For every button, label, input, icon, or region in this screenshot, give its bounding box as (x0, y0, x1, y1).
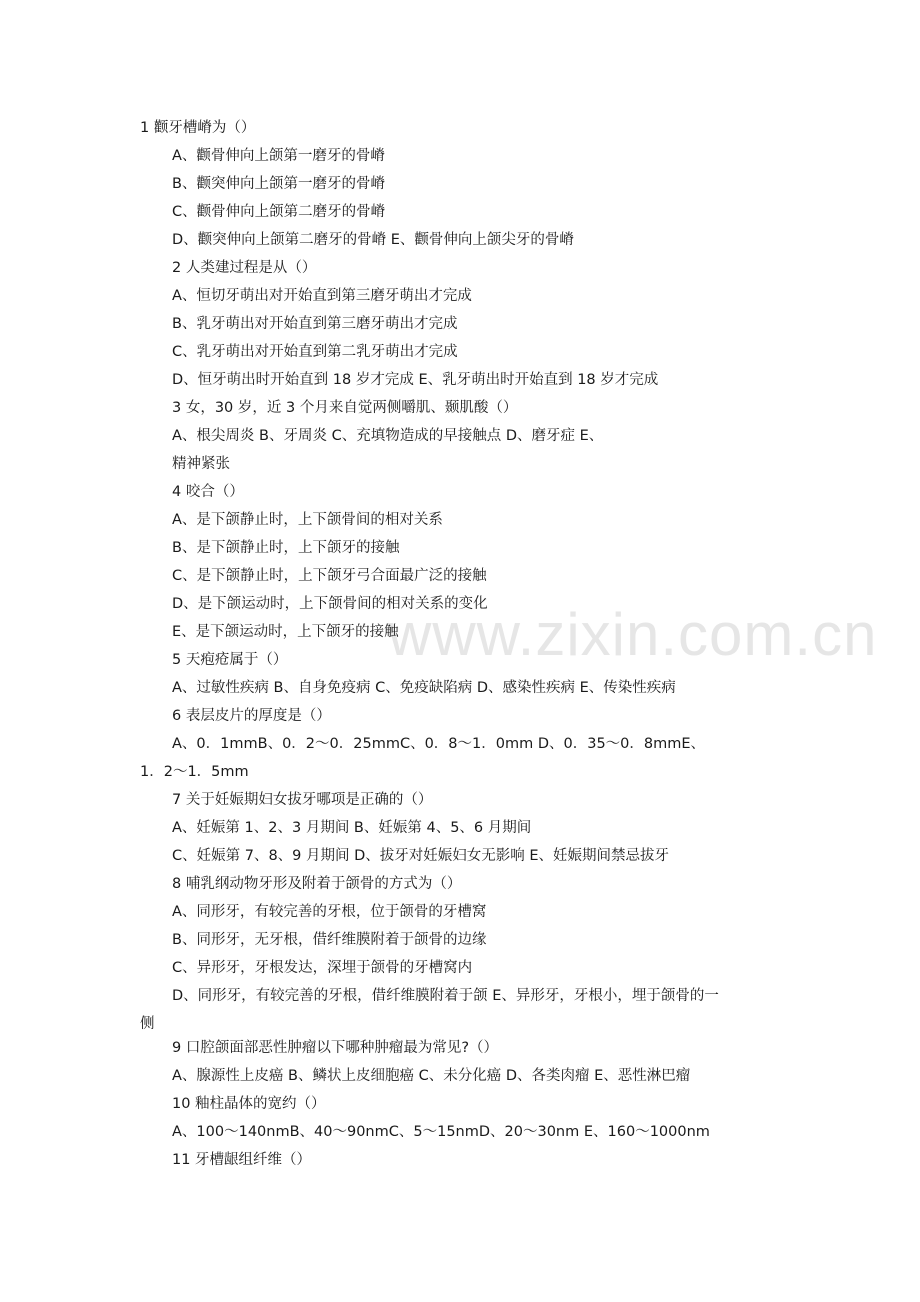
q2-option-a: A、恒切牙萌出对开始直到第三磨牙萌出才完成 (172, 288, 472, 304)
question-4: 4 咬合（） (172, 484, 244, 500)
q2-option-b: B、乳牙萌出对开始直到第三磨牙萌出才完成 (172, 316, 458, 332)
question-2: 2 人类建过程是从（） (172, 260, 317, 276)
q2-option-de: D、恒牙萌出时开始直到 18 岁才完成 E、乳牙萌出时开始直到 18 岁才完成 (172, 372, 659, 388)
question-9: 9 口腔颌面部恶性肿瘤以下哪种肿瘤最为常见?（） (172, 1040, 499, 1056)
question-6: 6 表层皮片的厚度是（） (172, 708, 331, 724)
question-11: 11 牙槽龈组纤维（） (172, 1152, 312, 1168)
q3-options: A、根尖周炎 B、牙周炎 C、充填物造成的早接触点 D、磨牙症 E、 (172, 428, 604, 444)
q5-options: A、过敏性疾病 B、自身免疫病 C、免疫缺陷病 D、感染性疾病 E、传染性疾病 (172, 680, 676, 696)
question-8: 8 哺乳纲动物牙形及附着于颌骨的方式为（） (172, 876, 462, 892)
q4-option-b: B、是下颌静止时，上下颌牙的接触 (172, 540, 400, 556)
q8-option-c: C、异形牙，牙根发达，深埋于颌骨的牙槽窝内 (172, 960, 473, 976)
question-3: 3 女，30 岁，近 3 个月来自觉两侧嚼肌、颞肌酸（） (172, 400, 518, 416)
q9-options: A、腺源性上皮癌 B、鳞状上皮细胞癌 C、未分化癌 D、各类肉瘤 E、恶性淋巴瘤 (172, 1068, 691, 1084)
q1-option-de: D、颧突伸向上颌第二磨牙的骨嵴 E、颧骨伸向上颌尖牙的骨嵴 (172, 232, 574, 248)
q1-option-a: A、颧骨伸向上颌第一磨牙的骨嵴 (172, 148, 385, 164)
q4-option-d: D、是下颌运动时，上下颌骨间的相对关系的变化 (172, 596, 488, 612)
q8-option-de: D、同形牙，有较完善的牙根，借纤维膜附着于颌 E、异形牙，牙根小，埋于颌骨的一 (172, 988, 719, 1004)
q7-options-ab: A、妊娠第 1、2、3 月期间 B、妊娠第 4、5、6 月期间 (172, 820, 532, 836)
q1-option-c: C、颧骨伸向上颌第二磨牙的骨嵴 (172, 204, 386, 220)
q10-options: A、100～140nmB、40～90nmC、5～15nmD、20～30nm E、160～1000nm (172, 1124, 710, 1140)
q6-options: A、0．1mmB、0．2～0．25mmC、0．8～1．0mm D、0．35～0．8mmE、 (172, 736, 706, 752)
q3-options-cont: 精神紧张 (172, 456, 230, 472)
q1-option-b: B、颧突伸向上颌第一磨牙的骨嵴 (172, 176, 385, 192)
q8-option-de-cont: 侧 (140, 1016, 155, 1032)
watermark: www.zixin.com.cn (388, 601, 878, 668)
question-10: 10 釉柱晶体的宽约（） (172, 1096, 326, 1112)
q8-option-b: B、同形牙，无牙根，借纤维膜附着于颌骨的边缘 (172, 932, 487, 948)
q4-option-c: C、是下颌静止时，上下颌牙弓合面最广泛的接触 (172, 568, 487, 584)
q7-options-cde: C、妊娠第 7、8、9 月期间 D、拔牙对妊娠妇女无影响 E、妊娠期间禁忌拔牙 (172, 848, 670, 864)
q8-option-a: A、同形牙，有较完善的牙根，位于颌骨的牙槽窝 (172, 904, 487, 920)
q6-options-cont: 1．2～1．5mm (140, 764, 249, 780)
question-5: 5 天疱疮属于（） (172, 652, 288, 668)
q4-option-e: E、是下颌运动时，上下颌牙的接触 (172, 624, 399, 640)
question-7: 7 关于妊娠期妇女拔牙哪项是正确的（） (172, 792, 433, 808)
question-1: 1 颧牙槽嵴为（） (140, 120, 256, 136)
q2-option-c: C、乳牙萌出对开始直到第二乳牙萌出才完成 (172, 344, 458, 360)
q4-option-a: A、是下颌静止时，上下颌骨间的相对关系 (172, 512, 443, 528)
